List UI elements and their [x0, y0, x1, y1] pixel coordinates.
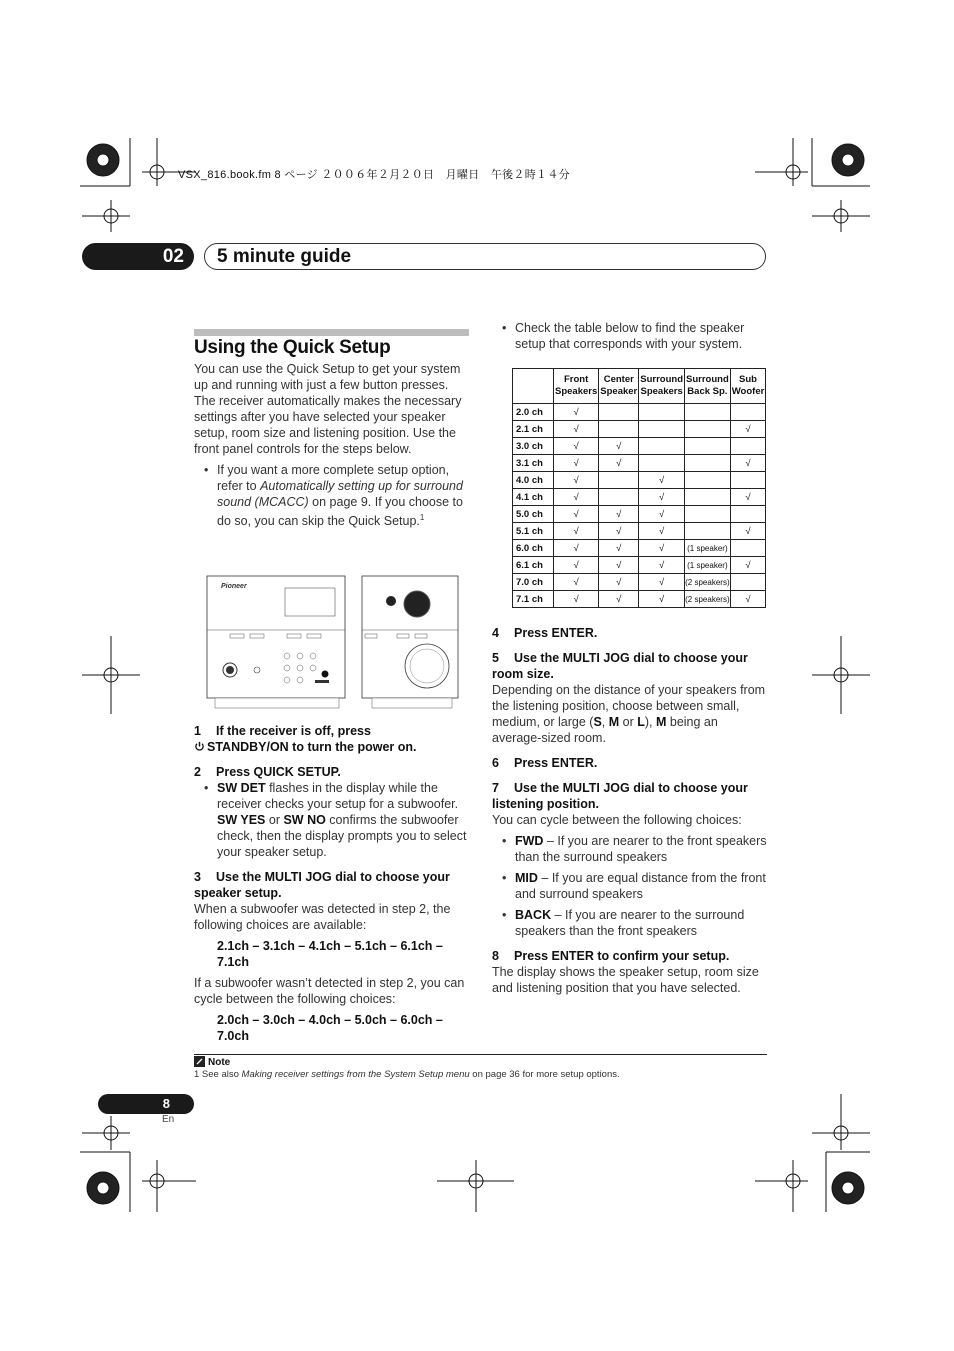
- step-3: 3 Use the MULTI JOG dial to choose your speaker setup.: [194, 870, 450, 900]
- table-cell: √: [554, 591, 599, 608]
- step-3-text1: When a subwoofer was detected in step 2, the following choices are available:: [194, 902, 451, 932]
- table-cell: √: [599, 591, 639, 608]
- table-cell: [730, 404, 766, 421]
- table-cell: √: [599, 574, 639, 591]
- table-cell: √: [599, 523, 639, 540]
- row-label: 5.0 ch: [513, 506, 554, 523]
- table-row: [513, 438, 766, 455]
- step-4: 4 Press ENTER.: [492, 626, 598, 640]
- step-2: 2 Press QUICK SETUP.: [194, 765, 341, 779]
- table-cell: √: [554, 489, 599, 506]
- row-label: 3.1 ch: [513, 455, 554, 472]
- back-bullet: • BACK – If you are nearer to the surround speakers than the front speakers: [492, 907, 767, 939]
- left-column-steps: [194, 723, 472, 1044]
- table-cell: √: [554, 438, 599, 455]
- receiver-front-panel-illustration: [205, 574, 461, 712]
- table-cell: √: [599, 438, 639, 455]
- table-cell: [639, 455, 685, 472]
- table-cell: [639, 421, 685, 438]
- row-label: 2.1 ch: [513, 421, 554, 438]
- step-7: 7 Use the MULTI JOG dial to choose your listening position.: [492, 781, 748, 811]
- table-cell: √: [554, 523, 599, 540]
- power-icon: [194, 741, 205, 752]
- chapter-title: 5 minute guide: [204, 243, 766, 270]
- table-cell: [730, 438, 766, 455]
- table-cell: √: [730, 523, 766, 540]
- note-icon: [194, 1056, 205, 1067]
- right-column-top: [492, 320, 767, 352]
- table-cell: (2 speakers): [685, 591, 731, 608]
- table-cell: √: [639, 523, 685, 540]
- table-cell: [685, 404, 731, 421]
- header-sub: Sub Woofer: [730, 369, 766, 404]
- table-cell: √: [554, 472, 599, 489]
- table-cell: √: [599, 455, 639, 472]
- table-cell: [639, 438, 685, 455]
- table-cell: [730, 472, 766, 489]
- header-surround-back: Surround Back Sp.: [685, 369, 731, 404]
- step-3-seq1: 2.1ch – 3.1ch – 4.1ch – 5.1ch – 6.1ch – 7.1ch: [217, 939, 443, 969]
- table-cell: √: [730, 489, 766, 506]
- row-label: 4.0 ch: [513, 472, 554, 489]
- header-surround: Surround Speakers: [639, 369, 685, 404]
- section-rule: [194, 329, 469, 336]
- table-cell: [599, 421, 639, 438]
- note-rule: [194, 1054, 767, 1055]
- step-6: 6 Press ENTER.: [492, 756, 598, 770]
- table-row: [513, 506, 766, 523]
- svg-text:Pioneer: Pioneer: [221, 583, 247, 590]
- table-cell: [685, 489, 731, 506]
- table-cell: [599, 472, 639, 489]
- table-cell: [685, 472, 731, 489]
- table-corner: [513, 369, 554, 404]
- table-cell: (2 speakers): [685, 574, 731, 591]
- mcacc-bullet: • If you want a more complete setup option, refer to Automatically setting up for surround sound (MCACC) on page 9. If you choose to do so, you can skip the Quick Setup.$^1$: [194, 462, 470, 529]
- step-5: 5 Use the MULTI JOG dial to choose your room size.: [492, 651, 748, 681]
- section-title: Using the Quick Setup: [194, 337, 391, 358]
- table-cell: √: [639, 574, 685, 591]
- page-language: En: [162, 1114, 175, 1125]
- table-cell: √: [599, 506, 639, 523]
- header-front: Front Speakers: [554, 369, 599, 404]
- row-label: 6.1 ch: [513, 557, 554, 574]
- page-number: 8: [98, 1094, 194, 1114]
- right-column-steps: [492, 625, 767, 996]
- step-7-text: You can cycle between the following choices:: [492, 813, 742, 827]
- row-label: 4.1 ch: [513, 489, 554, 506]
- table-cell: √: [554, 557, 599, 574]
- table-cell: [599, 404, 639, 421]
- file-meta: VSX_816.book.fm 8 ページ ２００６年２月２０日 月曜日 午後２時１４分: [178, 169, 570, 181]
- table-cell: √: [639, 591, 685, 608]
- table-cell: [730, 574, 766, 591]
- table-row: [513, 404, 766, 421]
- table-cell: [730, 506, 766, 523]
- header-center: Center Speaker: [599, 369, 639, 404]
- step-1-cont: STANDBY/ON to turn the power on.: [194, 739, 472, 755]
- table-cell: (1 speaker): [685, 540, 731, 557]
- table-row: [513, 523, 766, 540]
- step-5-text: Depending on the distance of your speakers from the listening position, choose between small, medium, or large (S, M or L), M being an average-sized room.: [492, 683, 766, 745]
- table-cell: √: [639, 557, 685, 574]
- table-cell: √: [730, 455, 766, 472]
- table-cell: [685, 455, 731, 472]
- table-row: [513, 557, 766, 574]
- row-label: 2.0 ch: [513, 404, 554, 421]
- table-row: [513, 472, 766, 489]
- table-cell: √: [554, 540, 599, 557]
- table-cell: √: [554, 506, 599, 523]
- note-heading: Note: [194, 1056, 230, 1068]
- left-column-top: [194, 361, 470, 529]
- step-1: 1 If the receiver is off, press: [194, 724, 371, 738]
- table-cell: √: [730, 591, 766, 608]
- table-row: [513, 489, 766, 506]
- table-row: [513, 421, 766, 438]
- table-cell: [730, 540, 766, 557]
- table-cell: √: [554, 455, 599, 472]
- step-2-bullet: • SW DET flashes in the display while the receiver checks your setup for a subwoofer. SW YES or SW NO confirms the subwoofer check, then the display prompts you to select your speaker setup.: [194, 780, 472, 860]
- row-label: 5.1 ch: [513, 523, 554, 540]
- table-row: [513, 591, 766, 608]
- table-cell: √: [554, 404, 599, 421]
- table-cell: √: [730, 557, 766, 574]
- note-text: 1 See also Making receiver settings from the System Setup menu on page 36 for more setup options.: [194, 1069, 620, 1080]
- table-cell: √: [639, 540, 685, 557]
- step-3-seq2: 2.0ch – 3.0ch – 4.0ch – 5.0ch – 6.0ch – 7.0ch: [217, 1013, 443, 1043]
- table-cell: √: [599, 557, 639, 574]
- table-cell: [685, 421, 731, 438]
- table-cell: √: [639, 489, 685, 506]
- row-label: 7.0 ch: [513, 574, 554, 591]
- row-label: 6.0 ch: [513, 540, 554, 557]
- table-bullet: • Check the table below to find the speaker setup that corresponds with your system.: [492, 320, 767, 352]
- table-cell: √: [554, 574, 599, 591]
- table-cell: [639, 404, 685, 421]
- table-cell: √: [639, 506, 685, 523]
- speaker-table: [512, 368, 766, 608]
- table-cell: √: [554, 421, 599, 438]
- row-label: 3.0 ch: [513, 438, 554, 455]
- step-3-text2: If a subwoofer wasn’t detected in step 2, you can cycle between the following choices:: [194, 976, 465, 1006]
- table-cell: [685, 506, 731, 523]
- table-cell: [599, 489, 639, 506]
- table-cell: (1 speaker): [685, 557, 731, 574]
- fwd-bullet: • FWD – If you are nearer to the front speakers than the surround speakers: [492, 833, 767, 865]
- table-row: [513, 455, 766, 472]
- step-8-text: The display shows the speaker setup, room size and listening position that you have selected.: [492, 965, 759, 995]
- mid-bullet: • MID – If you are equal distance from the front and surround speakers: [492, 870, 767, 902]
- table-cell: √: [599, 540, 639, 557]
- table-cell: [685, 438, 731, 455]
- intro-text: You can use the Quick Setup to get your system up and running with just a few button presses. The receiver automatically makes the necessary settings after you have selected your speaker setup, room size and listening position. Use the front panel controls for the steps below.: [194, 362, 462, 456]
- step-8: 8 Press ENTER to confirm your setup.: [492, 949, 730, 963]
- table-row: [513, 540, 766, 557]
- table-cell: √: [730, 421, 766, 438]
- row-label: 7.1 ch: [513, 591, 554, 608]
- chapter-number: 02: [82, 243, 194, 270]
- table-cell: [685, 523, 731, 540]
- table-cell: √: [639, 472, 685, 489]
- table-row: [513, 574, 766, 591]
